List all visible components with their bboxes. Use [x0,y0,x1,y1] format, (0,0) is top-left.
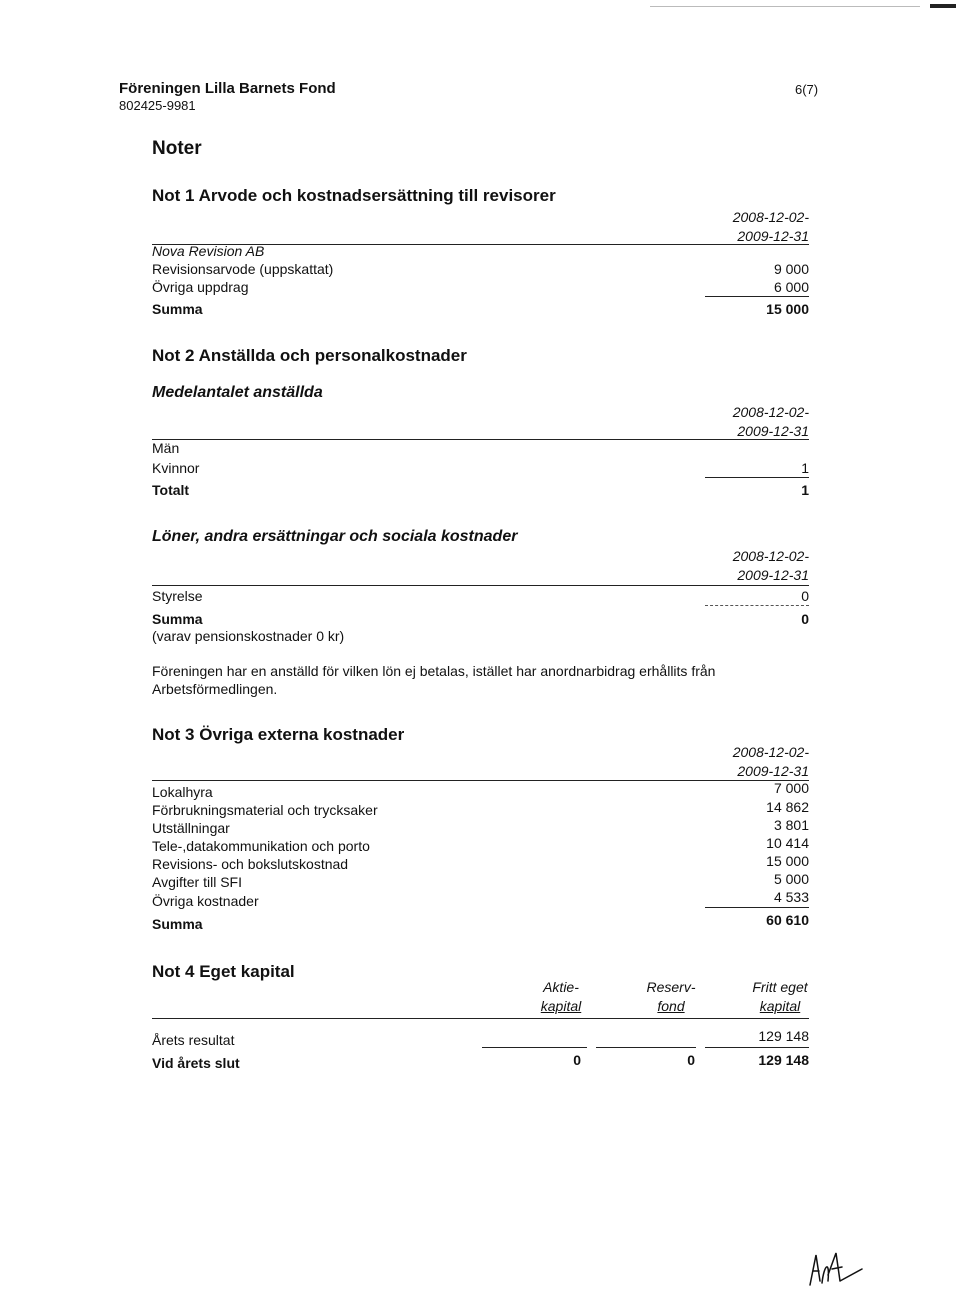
note2-paragraph-line1: Föreningen har en anställd för vilken lön ej betalas, istället har anordnarbidrag erhållits från [152,663,716,679]
organization-name: Föreningen Lilla Barnets Fond [119,80,336,97]
signature [806,1245,866,1293]
note3-row-value: 15 000 [766,853,809,869]
note1-heading: Not 1 Arvode och kostnadsersättning till revisorer [152,186,556,205]
note3-period [659,743,809,781]
note2-men-label: Män [152,440,180,456]
page-number: 6(7) [795,82,819,97]
note1-period [659,208,809,246]
note2-period [659,403,809,441]
note1-auditor: Nova Revision AB [152,243,265,259]
note3-row-value: 10 414 [766,835,809,851]
note2-total-rule [705,477,809,478]
page-title: Noter [152,138,202,159]
note4-col-share-capital [516,978,606,1016]
period-end: 2009-12-31 [737,567,809,583]
note4-heading: Not 4 Eget kapital [152,962,295,981]
note3-row-value: 5 000 [773,871,809,887]
note3-row-label: Revisions- och bokslutskostnad [152,856,349,872]
note3-row-value: 4 533 [773,889,809,905]
note4-col-free-equity [735,978,825,1016]
note4-header-rule [152,1018,809,1019]
note3-row-label: Övriga kostnader [152,893,259,909]
note2-average-employees-heading: Medelantalet anställda [152,384,323,401]
note2-board-label: Styrelse [152,588,203,604]
col-header-line: fond [657,998,685,1014]
col-header-line: Reserv- [646,979,696,995]
note2-heading: Not 2 Anställda och personalkostnader [152,346,467,365]
note2-sum-value: 0 [801,611,809,627]
scan-mark [930,4,956,8]
note3-row-label: Lokalhyra [152,784,213,800]
note2-paragraph-line2: Arbetsförmedlingen. [152,681,278,697]
period-end: 2009-12-31 [737,228,809,244]
note4-rule-col2 [596,1047,696,1048]
organization-number: 802425-9981 [119,98,196,113]
note2-salaries-heading: Löner, andra ersättningar och sociala kostnader [152,528,518,545]
note2-header-rule [152,439,809,440]
note3-row-value: 3 801 [773,817,809,833]
period-end: 2009-12-31 [737,763,809,779]
note3-sum-label: Summa [152,916,203,932]
note3-heading: Not 3 Övriga externa kostnader [152,725,405,744]
note4-end-free-equity: 129 148 [758,1052,809,1068]
note3-row-label: Tele-,datakommunikation och porto [152,838,370,854]
note2-total-label: Totalt [152,482,190,498]
col-header-line: kapital [759,998,801,1014]
note4-end-reserve-fund: 0 [687,1052,695,1068]
note2-pension-note: (varav pensionskostnader 0 kr) [152,628,345,644]
note3-row-label: Förbrukningsmaterial och trycksaker [152,802,378,818]
note1-sum-rule [705,296,809,297]
note2-board-rule [705,605,809,606]
note1-row-value: 6 000 [773,279,809,295]
note2-total-value: 1 [801,482,809,498]
note3-row-value: 14 862 [766,799,809,815]
note1-row-label: Övriga uppdrag [152,279,249,295]
col-header-line: Fritt eget [752,979,808,995]
note3-sum-value: 60 610 [766,912,809,928]
note4-col-reserve-fund [626,978,716,1016]
note3-row-label: Avgifter till SFI [152,874,242,890]
note4-rule-col3 [705,1047,809,1048]
period-end: 2009-12-31 [737,423,809,439]
note2-salaries-rule [152,585,809,586]
note3-row-value: 7 000 [773,780,809,796]
note4-rule-col1 [482,1047,587,1048]
note1-sum-label: Summa [152,301,203,317]
col-header-line: kapital [540,998,582,1014]
note3-sum-rule [705,907,809,908]
note4-end-label: Vid årets slut [152,1055,240,1071]
note2-women-value: 1 [801,460,809,476]
note4-end-share-capital: 0 [573,1052,581,1068]
note2-board-value: 0 [801,588,809,604]
col-header-line: Aktie- [543,979,579,995]
note1-row-label: Revisionsarvode (uppskattat) [152,261,334,277]
note4-result-label: Årets resultat [152,1032,235,1048]
scan-mark [650,6,920,7]
note1-row-value: 9 000 [773,261,809,277]
note4-result-value: 129 148 [758,1028,809,1044]
note3-row-label: Utställningar [152,820,230,836]
note1-sum-value: 15 000 [766,301,809,317]
period-start: 2008-12-02- [732,404,809,420]
note2-women-label: Kvinnor [152,460,200,476]
period-start: 2008-12-02- [732,548,809,564]
period-start: 2008-12-02- [732,209,809,225]
period-start: 2008-12-02- [732,744,809,760]
note2-salaries-period [659,547,809,585]
note2-sum-label: Summa [152,611,203,627]
